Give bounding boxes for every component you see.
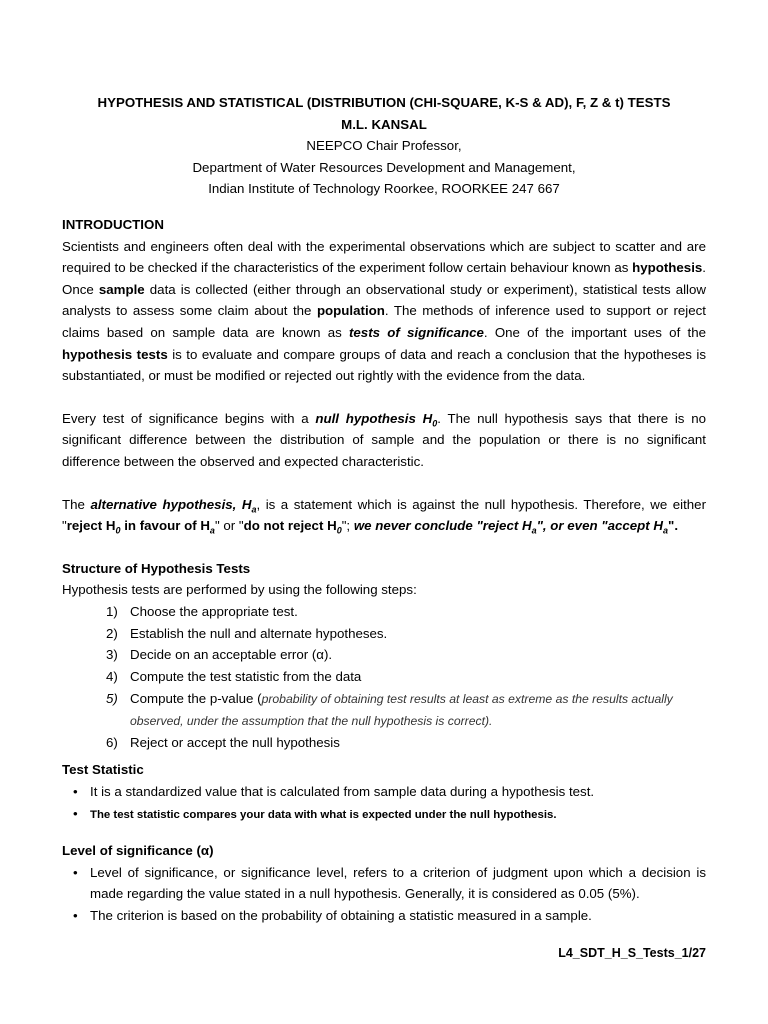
document-title: HYPOTHESIS AND STATISTICAL (DISTRIBUTION (CHI-SQUARE, K-S & AD), F, Z & t) TESTS: [97, 95, 671, 110]
introduction-paragraph-3: The alternative hypothesis, $H_a$, is a statement which is against the null hypothesis. Therefore, we either "reject $H_0$ in favour of $H_a$" or "do not reject $H_0$"; we never conclude "reject $H_a$", or even "accept $H_a$".: [62, 496, 706, 536]
author-position: NEEPCO Chair Professor,: [306, 138, 462, 154]
structure-intro: Hypothesis tests are performed by using the following steps:: [62, 582, 417, 598]
significance-heading: Level of significance (α): [62, 843, 214, 859]
bullet-icon: •: [73, 864, 78, 880]
list-item: • It is a standardized value that is calculated from sample data during a hypothesis test.: [72, 781, 706, 803]
step-item: 2) Establish the null and alternate hypotheses.: [106, 625, 388, 641]
step-item: 4) Compute the test statistic from the data: [106, 669, 362, 685]
list-item: • Level of significance, or significance level, refers to a criterion of judgment upon which a decision is made regarding the value stated in a null hypothesis. Generally, it is considered as 0.05 (5%).: [72, 862, 706, 905]
author-name: M.L. KANSAL: [341, 116, 427, 132]
bullet-icon: •: [73, 805, 78, 821]
author-institute: Indian Institute of Technology Roorkee, ROORKEE 247 667: [208, 181, 560, 197]
list-item: • The criterion is based on the probability of obtaining a statistic measured in a sample.: [72, 905, 706, 927]
introduction-paragraph-1: Scientists and engineers often deal with the experimental observations which are subject to scatter and are required to be checked if the characteristics of the experiment follow certain behaviour known as hypothesis. Once sample data is collected (either through an observational study or experiment), statistical tests allow analysts to assess some claim about the population. The methods of inference used to support or reject claims based on sample data are known as tests of significance. One of the important uses of the hypothesis tests is to evaluate and compare groups of data and reach a conclusion that the hypotheses is substantiated, or must be modified or rejected out rightly with the evidence from the data.: [62, 238, 706, 384]
test-statistic-heading: Test Statistic: [62, 762, 144, 778]
page-footer-label: L4_SDT_H_S_Tests_1/27: [558, 946, 706, 960]
step-item: 1) Choose the appropriate test.: [106, 603, 298, 619]
p-value-note: probability of obtaining test results at least as extreme as the results actually observed, under the assumption that the null hypothesis is correct).: [130, 692, 673, 728]
structure-heading: Structure of Hypothesis Tests: [62, 560, 251, 576]
step-item: 6) Reject or accept the null hypothesis: [106, 734, 340, 750]
introduction-paragraph-2: Every test of significance begins with a null hypothesis $H_0$. The null hypothesis says that there is no significant difference between the distribution of sample and the population or there is no significant difference between the observed and expected characteristic.: [62, 410, 706, 469]
list-item: • The test statistic compares your data with what is expected under the null hypothesis.: [72, 803, 706, 827]
step-item: 3) Decide on an acceptable error (α).: [106, 647, 333, 663]
author-department: Department of Water Resources Development and Management,: [192, 159, 576, 175]
steps-list: [62, 601, 706, 754]
introduction-heading: INTRODUCTION: [62, 216, 164, 232]
significance-list: [62, 862, 706, 927]
bullet-icon: •: [73, 784, 78, 800]
document-header: [62, 92, 706, 200]
test-statistic-list: [62, 781, 706, 826]
bullet-icon: •: [73, 908, 78, 924]
step-item: 5) Compute the p-value (probability of obtaining test results at least as extreme as the results actually observed, under the assumption that the null hypothesis is correct).: [106, 691, 673, 728]
